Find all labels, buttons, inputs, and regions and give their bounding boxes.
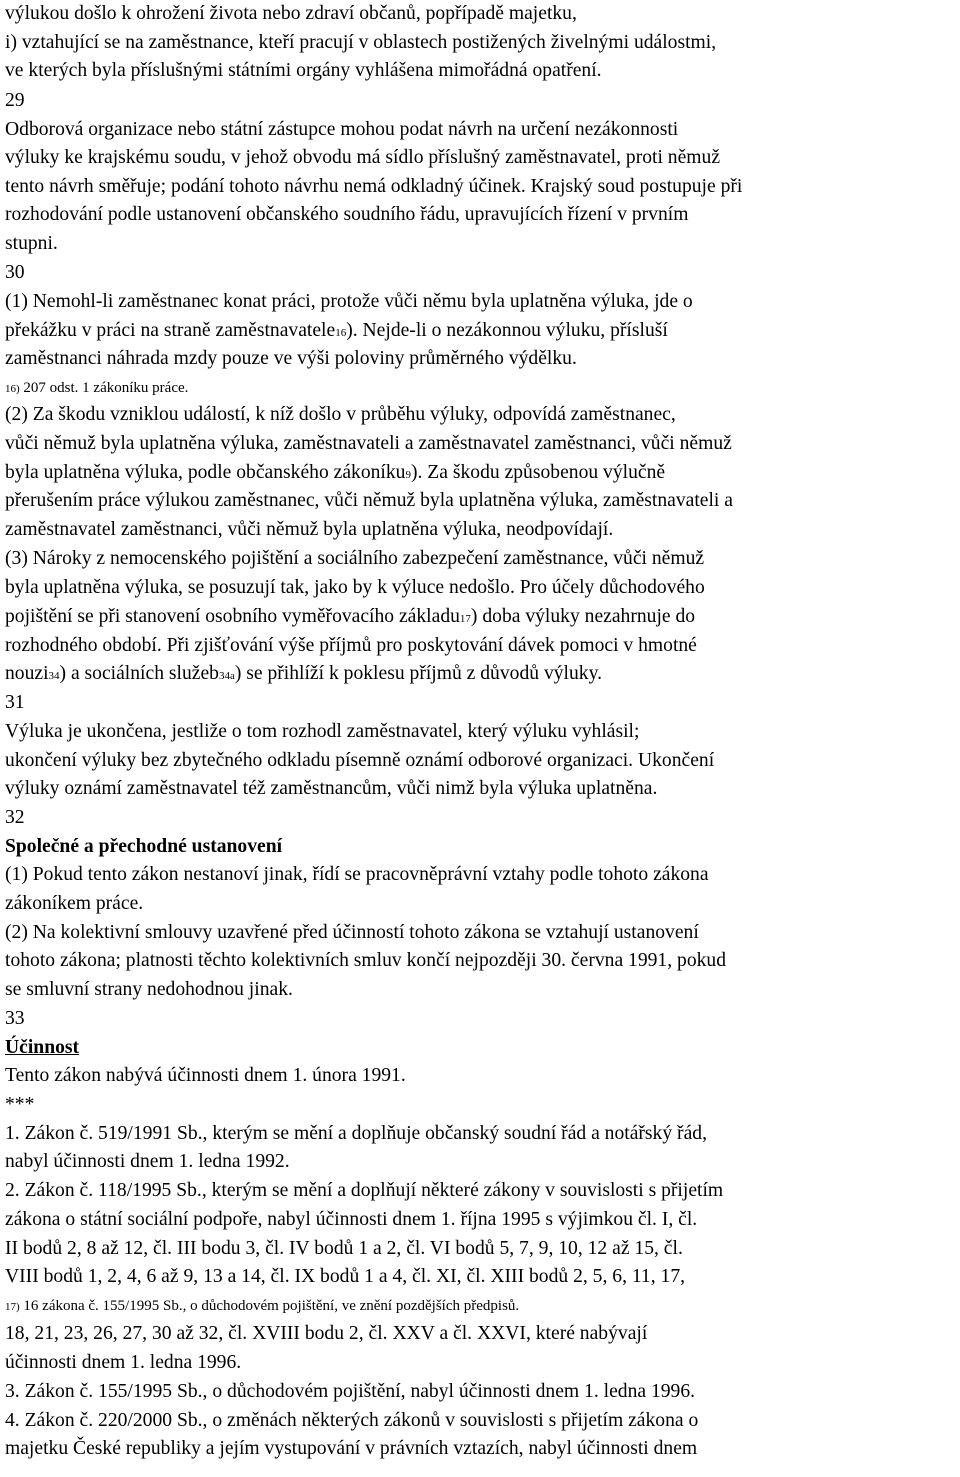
footnote-text: 207 odst. 1 zákoníku práce. [19, 380, 189, 396]
text-segment: nouzi [5, 663, 49, 684]
section-heading-33: 33 [5, 1008, 25, 1029]
text-line [5, 318, 668, 347]
text-line: (1) Nemohl-li zaměstnanec konat práci, protože vůči němu byla uplatněna výluka, jde o [5, 291, 693, 312]
footnote-ref: 9 [405, 469, 411, 481]
text-segment: ) se přihlíží k poklesu příjmů z důvodů výluky. [234, 663, 602, 684]
text-line: zaměstnavatel zaměstnanci, vůči němuž byla uplatněna výluka, neodpovídají. [5, 519, 614, 540]
separator-text: *** [5, 1094, 35, 1115]
text-line: ukončení výluky bez zbytečného odkladu písemně oznámí odborové organizaci. Ukončení [5, 750, 715, 771]
text-line: 2. Zákon č. 118/1995 Sb., kterým se mění a doplňují některé zákony v souvislosti s přijetím [5, 1180, 724, 1201]
footnote-ref: 17 [459, 613, 471, 625]
text-segment: ). Za škodu způsobenou výlučně [410, 462, 666, 483]
text-segment: překážku v práci na straně zaměstnavatele [5, 320, 336, 341]
text-line: rozhodování podle ustanovení občanského soudního řádu, upravujících řízení v prvním [5, 204, 689, 225]
footnote-marker: 17) [5, 1301, 20, 1313]
text-line: vůči němuž byla uplatněna výluka, zaměstnavateli a zaměstnavatel zaměstnanci, vůči němuž [5, 433, 732, 454]
text-line: VIII bodů 1, 2, 4, 6 až 9, 13 a 14, čl. IX bodů 1 a 4, čl. XI, čl. XIII bodů 2, 5, 6, 11, 17, [5, 1266, 686, 1287]
text-line: 3. Zákon č. 155/1995 Sb., o důchodovém pojištění, nabyl účinnosti dnem 1. ledna 1996. [5, 1381, 696, 1402]
text-line: (2) Za škodu vzniklou událostí, k níž došlo v průběhu výluky, odpovídá zaměstnanec, [5, 404, 676, 425]
text-line: rozhodného období. Při zjišťování výše příjmů pro poskytování dávek pomoci v hmotné [5, 635, 697, 656]
text-line: se smluvní strany nedohodnou jinak. [5, 979, 293, 1000]
text-line: (3) Nároky z nemocenského pojištění a sociálního zabezpečení zaměstnance, vůči němuž [5, 548, 705, 569]
text-line: zákona o státní sociální podpoře, nabyl účinnosti dnem 1. října 1995 s výjimkou čl. I, čl. [5, 1209, 698, 1230]
footnote-ref: 34 [48, 670, 60, 682]
text-line: II bodů 2, 8 až 12, čl. III bodu 3, čl. IV bodů 1 a 2, čl. VI bodů 5, 7, 9, 10, 12 až 15, čl. [5, 1238, 683, 1259]
text-line: přerušením práce výlukou zaměstnanec, vůči němuž byla uplatněna výluka, zaměstnavateli a [5, 490, 733, 511]
text-line: i) vztahující se na zaměstnance, kteří pracují v oblastech postižených živelnými událostmi, [5, 32, 717, 53]
text-line: 4. Zákon č. 220/2000 Sb., o změnách některých zákonů v souvislosti s přijetím zákona o [5, 1410, 699, 1431]
text-segment: ) a sociálních služeb [59, 663, 219, 684]
footnote-line [5, 1293, 519, 1322]
text-line: majetku České republiky a jejím vystupování v právních vztazích, nabyl účinnosti dnem [5, 1438, 698, 1459]
section-heading-29: 29 [5, 90, 25, 111]
text-line: nabyl účinnosti dnem 1. ledna 1992. [5, 1151, 290, 1172]
text-line: 18, 21, 23, 26, 27, 30 až 32, čl. XVIII bodu 2, čl. XXV a čl. XXVI, které nabývají [5, 1323, 648, 1344]
text-line: zákoníkem práce. [5, 893, 144, 914]
text-line: tohoto zákona; platnosti těchto kolektivních smluv končí nejpozději 30. června 1991, pokud [5, 950, 727, 971]
text-line: ve kterých byla příslušnými státními orgány vyhlášena mimořádná opatření. [5, 60, 602, 81]
text-line: tento návrh směřuje; podání tohoto návrhu nemá odkladný účinek. Krajský soud postupuje při [5, 176, 743, 197]
text-line: stupni. [5, 233, 58, 254]
text-segment: byla uplatněna výluka, podle občanského zákoníku [5, 462, 406, 483]
text-line [5, 604, 695, 633]
text-line: zaměstnanci náhrada mzdy pouze ve výši poloviny průměrného výdělku. [5, 348, 577, 369]
text-line [5, 460, 665, 489]
section-title: Společné a přechodné ustanovení [5, 836, 283, 857]
text-line: (2) Na kolektivní smlouvy uzavřené před účinností tohoto zákona se vztahují ustanovení [5, 922, 699, 943]
section-title: Účinnost [5, 1037, 80, 1058]
text-line: účinnosti dnem 1. ledna 1996. [5, 1352, 242, 1373]
text-line: Tento zákon nabývá účinnosti dnem 1. února 1991. [5, 1065, 406, 1086]
footnote-text: 16 zákona č. 155/1995 Sb., o důchodovém pojištění, ve znění pozdějších předpisů. [19, 1298, 520, 1314]
text-line [5, 661, 602, 690]
section-heading-31: 31 [5, 692, 25, 713]
footnote-line [5, 375, 188, 404]
text-line: (1) Pokud tento zákon nestanoví jinak, řídí se pracovněprávní vztahy podle tohoto zákona [5, 864, 709, 885]
text-line: výluky oznámí zaměstnavatel též zaměstnancům, vůči nimž byla výluka uplatněna. [5, 778, 658, 799]
text-line: byla uplatněna výluka, se posuzují tak, jako by k výluce nedošlo. Pro účely důchodového [5, 577, 705, 598]
footnote-ref: 16 [335, 327, 347, 339]
section-heading-32: 32 [5, 807, 25, 828]
text-line: výlukou došlo k ohrožení života nebo zdraví občanů, popřípadě majetku, [5, 3, 577, 24]
text-line: výluky ke krajskému soudu, v jehož obvodu má sídlo příslušný zaměstnavatel, proti němuž [5, 147, 721, 168]
footnote-marker: 16) [5, 383, 20, 395]
text-segment: pojištění se při stanovení osobního vyměřovacího základu [5, 606, 460, 627]
text-line: 1. Zákon č. 519/1991 Sb., kterým se mění a doplňuje občanský soudní řád a notářský řád, [5, 1123, 707, 1144]
section-heading-30: 30 [5, 262, 25, 283]
text-segment: ). Nejde-li o nezákonnou výluku, přísluší [346, 320, 668, 341]
text-line: Odborová organizace nebo státní zástupce mohou podat návrh na určení nezákonnosti [5, 119, 679, 140]
text-line: Výluka je ukončena, jestliže o tom rozhodl zaměstnavatel, který výluku vyhlásil; [5, 721, 640, 742]
footnote-ref: 34a [218, 670, 235, 682]
text-segment: ) doba výluky nezahrnuje do [470, 606, 696, 627]
